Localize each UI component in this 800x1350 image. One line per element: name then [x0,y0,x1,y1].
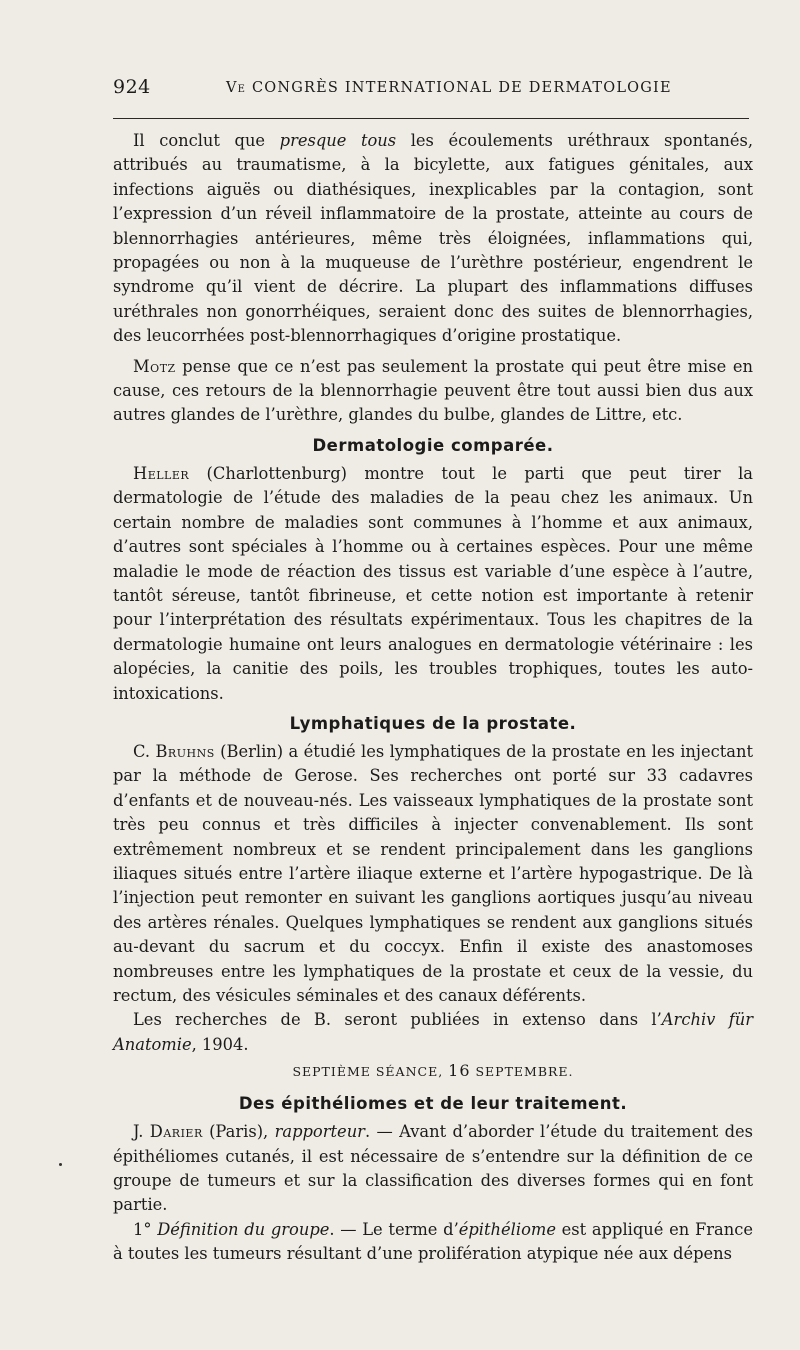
text-run: C. [133,741,156,761]
section-heading: Des épithéliomes et de leur traitement. [238,1094,628,1114]
italic-run: Définition du groupe [157,1219,330,1239]
session-heading [113,1061,753,1082]
text-run: 16 [448,1061,471,1081]
paragraph [113,1218,753,1267]
text-run: , 1904. [191,1034,249,1054]
text-run: SEPTIÈME SÉANCE, [292,1064,449,1080]
page-number: 924 [113,76,151,98]
text-run: les écoulements uréthraux spontanés, attribués au traumatisme, à la bicylette, aux fatigues génitales, aux infections aiguës ou diathésiques, inexplicables par la contagion, sont l’expression d’un réveil inflammatoire de la prostate, atteinte au cours de blennorrhagies antérieures, même très éloignées, inflammations qui, propagées ou non à la muqueuse de l’urèthre postérieur, engendrent le syndrome qu’il vient de décrire. La plupart des inflammations diffuses uréthrales non gonorrhéiques, seraient donc des suites de blennorrhagies, des leucorrhées post-blennorrhagiques d’origine prostatique. [113,131,753,346]
author-name: Motz [133,356,176,376]
paragraph [113,129,753,349]
text-run: Les recherches de B. seront publiées in extenso dans l’ [133,1010,662,1030]
text-run: . — Le terme d’ [329,1219,459,1239]
text-run: . — Avant d’aborder l’étude du traitement des épithéliomes cutanés, il est nécessaire de s’entendre sur la définition de ce groupe de tumeurs et sur la classification des diverses formes qui en font partie. [113,1122,753,1215]
italic-run: presque tous [279,131,397,150]
header-rule [113,118,749,119]
section-heading: Lymphatiques de la prostate. [289,713,577,733]
author-name: Heller [133,463,190,483]
page-header [113,76,753,102]
text-run: (Berlin) a étudié les lymphatiques de la prostate en les injectant par la méthode de Gerose. Ses recherches ont porté sur 33 cadavres d’enfants et de nouveau-nés. Les vaisseaux lymphatiques de la prostate sont très peu connus et très difficiles à injecter convenablement. Ils sont extrêmement nombreux et se rendent principalement dans les ganglions iliaques situés entre l’artère iliaque externe et l’artère hypogastrique. De là l’injection peut remonter en suivant les ganglions aortiques jusqu’au niveau des artères rénales. Quelques lymphatiques se rendent aux ganglions situés au-devant du sacrum et du coccyx. Enfin il existe des anastomoses nombreuses entre les lymphatiques de la prostate et ceux de la vessie, du rectum, des vésicules séminales et des canaux déférents. [113,741,753,1005]
section-heading: Dermatologie comparée. [312,435,554,455]
paragraph [113,1120,753,1218]
text-run: 1° [133,1219,158,1239]
text-run: est appliqué en France à toutes les tumeurs résultant d’une prolifération atypique née aux dépens [113,1219,753,1264]
author-name: Bruhns [155,741,215,761]
page-body [113,129,753,1267]
margin-mark [59,1163,62,1166]
paragraph [113,1008,753,1057]
paragraph [113,462,753,706]
text-run: pense que ce n’est pas seulement la prostate qui peut être mise en cause, ces retours de la blennorrhagie peuvent être tout aussi bien dus aux autres glandes de l’urèthre, glandes du bulbe, glandes de Littre, etc. [113,356,753,425]
italic-run: épithéliome [458,1219,556,1239]
italic-run: Archiv für Anatomie [113,1010,753,1054]
italic-run: rapporteur [274,1122,365,1142]
paragraph [113,740,753,1008]
author-name: Darier [149,1122,203,1142]
text-run: J. [133,1122,150,1142]
text-run: (Paris), [202,1122,275,1142]
text-run: (Charlottenburg) montre tout le parti que peut tirer la dermatologie de l’étude des maladies de la peau chez les animaux. Un certain nombre de maladies sont communes à l’homme et aux animaux, d’autres sont spéciales à l’homme ou à certaines espèces. Pour une même maladie le mode de réaction des tissus est variable d’une espèce à l’autre, tantôt séreuse, tantôt fibrineuse, et cette notion est importante à retenir pour l’interprétation des résultats expérimentaux. Tous les chapitres de la dermatologie humaine ont leurs analogues en dermatologie vétérinaire : les alopécies, la canitie des poils, les troubles trophiques, toutes les auto-intoxications. [113,463,753,703]
text-run: Il conclut que [133,131,280,150]
running-title: Ve CONGRÈS INTERNATIONAL DE DERMATOLOGIE [226,80,672,96]
text-run: SEPTEMBRE. [470,1064,574,1080]
paragraph [113,355,753,428]
